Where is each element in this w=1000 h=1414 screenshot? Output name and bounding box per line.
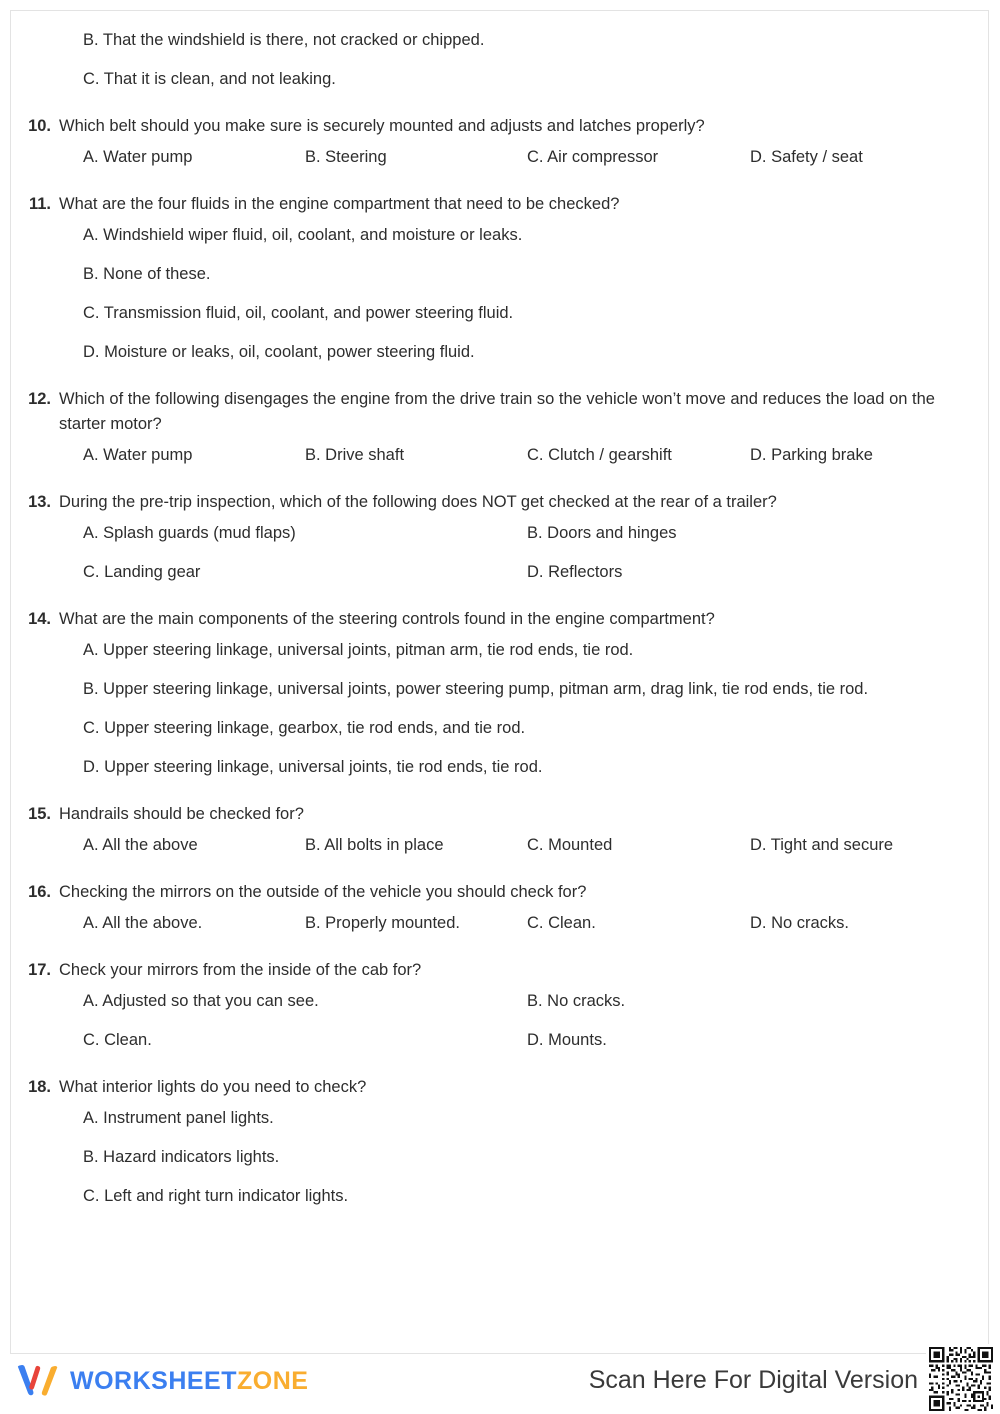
question-number: 16. [28,883,51,901]
option-list [25,638,960,780]
page-footer [0,1362,1000,1414]
question-text: Which of the following disengages the engine from the drive train so the vehicle won’t move and reduces the load on the starter motor? [59,390,935,433]
option-list [25,989,960,1053]
question-block-18 [25,1075,960,1209]
option-item-c: C. Clean. [83,1031,152,1049]
question-number: 17. [28,961,51,979]
option-item-c: C. Upper steering linkage, gearbox, tie rod ends, and tie rod. [83,719,526,737]
option-item-c: C. Mounted [527,836,613,854]
option-item-a: A. Windshield wiper fluid, oil, coolant, and moisture or leaks. [83,226,523,244]
option-item-c: C. Clutch / gearshift [527,446,672,464]
question-block-17 [25,958,960,1053]
option-list [25,911,960,936]
option-item-c: C. Transmission fluid, oil, coolant, and power steering fluid. [83,304,514,322]
question-block-12 [25,387,960,468]
option-item: C. That it is clean, and not leaking. [83,70,336,88]
option-list [25,223,960,365]
question-header [25,607,960,632]
option-item-a: A. Adjusted so that you can see. [83,992,319,1010]
option-item-a: A. All the above [83,836,198,854]
option-list [25,28,960,92]
question-text: Handrails should be checked for? [59,805,304,823]
option-item-b: B. Hazard indicators lights. [83,1148,280,1166]
option-item-d: D. No cracks. [750,914,850,932]
option-item-a: A. Splash guards (mud flaps) [83,524,296,542]
option-item-d: D. Safety / seat [750,148,863,166]
question-block-13 [25,490,960,585]
option-item-b: B. Upper steering linkage, universal joints, power steering pump, pitman arm, drag link, tie rod ends, tie rod. [83,680,869,698]
question-text: During the pre-trip inspection, which of the following does NOT get checked at the rear of a trailer? [59,493,777,511]
option-item-c: C. Clean. [527,914,596,932]
option-item-b: B. No cracks. [527,992,626,1010]
question-header [25,490,960,515]
option-item-b: B. Steering [305,148,387,166]
question-number: 12. [28,390,51,408]
question-header [25,958,960,983]
option-item-c: C. Air compressor [527,148,659,166]
w-logo-icon [14,1364,60,1398]
option-list [25,833,960,858]
option-item-c: C. Left and right turn indicator lights. [83,1187,349,1205]
option-item-d: D. Upper steering linkage, universal joints, tie rod ends, tie rod. [83,758,543,776]
question-text: Which belt should you make sure is securely mounted and adjusts and latches properly? [59,117,705,135]
option-item-d: D. Moisture or leaks, oil, coolant, power steering fluid. [83,343,475,361]
question-number: 14. [28,610,51,628]
question-header [25,802,960,827]
brand-primary-text: WORKSHEET [70,1366,237,1395]
question-text: What interior lights do you need to check? [59,1078,367,1096]
question-text: Checking the mirrors on the outside of the vehicle you should check for? [59,883,587,901]
question-number: 10. [28,117,51,135]
brand-secondary-text: ZONE [237,1366,309,1395]
option-item-a: A. All the above. [83,914,203,932]
question-header [25,880,960,905]
option-item-d: D. Mounts. [527,1031,607,1049]
option-item-b: B. Doors and hinges [527,524,677,542]
question-text: What are the main components of the steering controls found in the engine compartment? [59,610,715,628]
question-block-16 [25,880,960,936]
question-text: Check your mirrors from the inside of the cab for? [59,961,422,979]
worksheet-zone-logo[interactable] [14,1364,308,1398]
brand-wordmark [70,1366,309,1395]
question-header [25,387,960,437]
option-list [25,521,960,585]
option-item-a: A. Water pump [83,446,193,464]
question-header [25,1075,960,1100]
question-number: 18. [28,1078,51,1096]
option-item-a: A. Water pump [83,148,193,166]
option-item: B. That the windshield is there, not cracked or chipped. [83,31,485,49]
option-item-d: D. Parking brake [750,446,873,464]
option-list [25,443,960,468]
option-item-d: D. Reflectors [527,563,623,581]
question-header [25,114,960,139]
option-item-a: A. Instrument panel lights. [83,1109,274,1127]
scan-here-label: Scan Here For Digital Version [588,1366,918,1394]
option-item-a: A. Upper steering linkage, universal joints, pitman arm, tie rod ends, tie rod. [83,641,634,659]
option-item-b: B. None of these. [83,265,211,283]
question-block-15 [25,802,960,858]
question-number: 15. [28,805,51,823]
question-block-10 [25,114,960,170]
qr-code[interactable] [926,1344,996,1414]
option-item-b: B. Drive shaft [305,446,405,464]
question-header [25,192,960,217]
question-block-11 [25,192,960,365]
option-list [25,1106,960,1209]
option-item-c: C. Landing gear [83,563,201,581]
option-list [25,145,960,170]
option-item-b: B. All bolts in place [305,836,444,854]
question-number: 11. [28,195,51,213]
continued-options [25,28,960,92]
option-item-d: D. Tight and secure [750,836,894,854]
question-number: 13. [28,493,51,511]
question-text: What are the four fluids in the engine compartment that need to be checked? [59,195,620,213]
question-block-14 [25,607,960,780]
option-item-b: B. Properly mounted. [305,914,460,932]
